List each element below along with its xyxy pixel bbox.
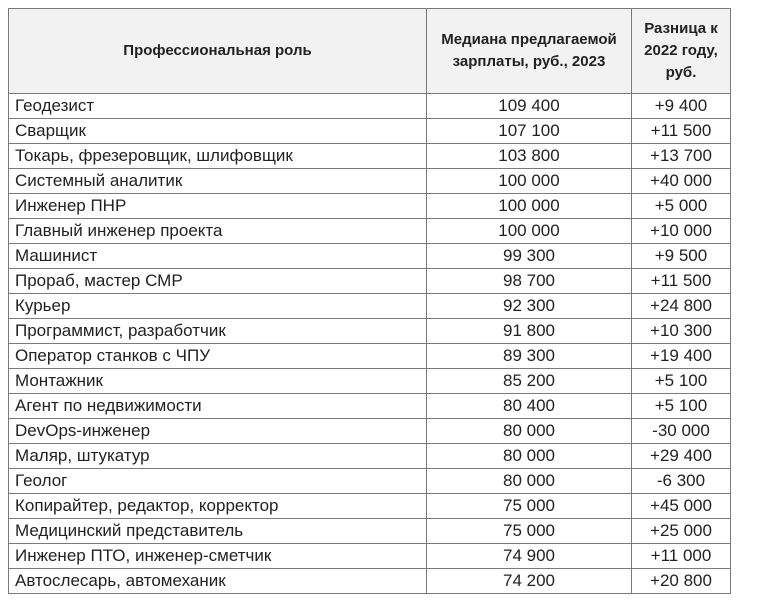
role-cell: Сварщик (9, 119, 427, 144)
table-row (9, 219, 731, 244)
role-cell: Геолог (9, 469, 427, 494)
median-cell: 107 100 (427, 119, 632, 144)
median-cell: 74 900 (427, 544, 632, 569)
table-row (9, 369, 731, 394)
role-cell: Главный инженер проекта (9, 219, 427, 244)
diff-cell: +5 000 (632, 194, 731, 219)
role-cell: Монтажник (9, 369, 427, 394)
role-cell: Инженер ПНР (9, 194, 427, 219)
diff-cell: +11 500 (632, 119, 731, 144)
median-cell: 85 200 (427, 369, 632, 394)
table-row (9, 194, 731, 219)
role-cell: Инженер ПТО, инженер-сметчик (9, 544, 427, 569)
role-cell: Оператор станков с ЧПУ (9, 344, 427, 369)
diff-cell: +10 000 (632, 219, 731, 244)
table-row (9, 569, 731, 594)
table-header (9, 9, 731, 94)
role-cell: DevOps-инженер (9, 419, 427, 444)
diff-cell: +25 000 (632, 519, 731, 544)
diff-cell: +11 500 (632, 269, 731, 294)
median-cell: 100 000 (427, 194, 632, 219)
table-row (9, 444, 731, 469)
diff-cell: +9 400 (632, 94, 731, 119)
role-cell: Программист, разработчик (9, 319, 427, 344)
role-cell: Машинист (9, 244, 427, 269)
diff-cell: +5 100 (632, 394, 731, 419)
table-row (9, 119, 731, 144)
table-row (9, 519, 731, 544)
diff-cell: +24 800 (632, 294, 731, 319)
header-role: Профессиональная роль (9, 9, 427, 94)
table-row (9, 394, 731, 419)
table-row (9, 169, 731, 194)
diff-cell: +10 300 (632, 319, 731, 344)
diff-cell: +11 000 (632, 544, 731, 569)
header-diff-2022: Разница к 2022 году, руб. (632, 9, 731, 94)
diff-cell: +20 800 (632, 569, 731, 594)
table-row (9, 494, 731, 519)
median-cell: 92 300 (427, 294, 632, 319)
table-row (9, 419, 731, 444)
median-cell: 80 400 (427, 394, 632, 419)
role-cell: Токарь, фрезеровщик, шлифовщик (9, 144, 427, 169)
table-row (9, 344, 731, 369)
diff-cell: +45 000 (632, 494, 731, 519)
table-row (9, 94, 731, 119)
header-median-salary: Медиана предлагаемой зарплаты, руб., 2023 (427, 9, 632, 94)
table-row (9, 294, 731, 319)
diff-cell: -6 300 (632, 469, 731, 494)
median-cell: 103 800 (427, 144, 632, 169)
role-cell: Копирайтер, редактор, корректор (9, 494, 427, 519)
role-cell: Геодезист (9, 94, 427, 119)
table-row (9, 244, 731, 269)
median-cell: 80 000 (427, 419, 632, 444)
median-cell: 80 000 (427, 444, 632, 469)
median-cell: 80 000 (427, 469, 632, 494)
header-row (9, 9, 731, 94)
median-cell: 99 300 (427, 244, 632, 269)
median-cell: 75 000 (427, 519, 632, 544)
table-row (9, 269, 731, 294)
role-cell: Прораб, мастер СМР (9, 269, 427, 294)
table-row (9, 319, 731, 344)
median-cell: 89 300 (427, 344, 632, 369)
median-cell: 75 000 (427, 494, 632, 519)
median-cell: 100 000 (427, 219, 632, 244)
role-cell: Медицинский представитель (9, 519, 427, 544)
median-cell: 91 800 (427, 319, 632, 344)
median-cell: 74 200 (427, 569, 632, 594)
diff-cell: +40 000 (632, 169, 731, 194)
role-cell: Автослесарь, автомеханик (9, 569, 427, 594)
diff-cell: +19 400 (632, 344, 731, 369)
median-cell: 109 400 (427, 94, 632, 119)
table-row (9, 544, 731, 569)
median-cell: 100 000 (427, 169, 632, 194)
table-row (9, 144, 731, 169)
diff-cell: +5 100 (632, 369, 731, 394)
diff-cell: +9 500 (632, 244, 731, 269)
diff-cell: +13 700 (632, 144, 731, 169)
role-cell: Маляр, штукатур (9, 444, 427, 469)
diff-cell: -30 000 (632, 419, 731, 444)
table-body (9, 94, 731, 594)
diff-cell: +29 400 (632, 444, 731, 469)
role-cell: Агент по недвижимости (9, 394, 427, 419)
role-cell: Системный аналитик (9, 169, 427, 194)
table-row (9, 469, 731, 494)
role-cell: Курьер (9, 294, 427, 319)
median-cell: 98 700 (427, 269, 632, 294)
salary-table (8, 8, 731, 594)
